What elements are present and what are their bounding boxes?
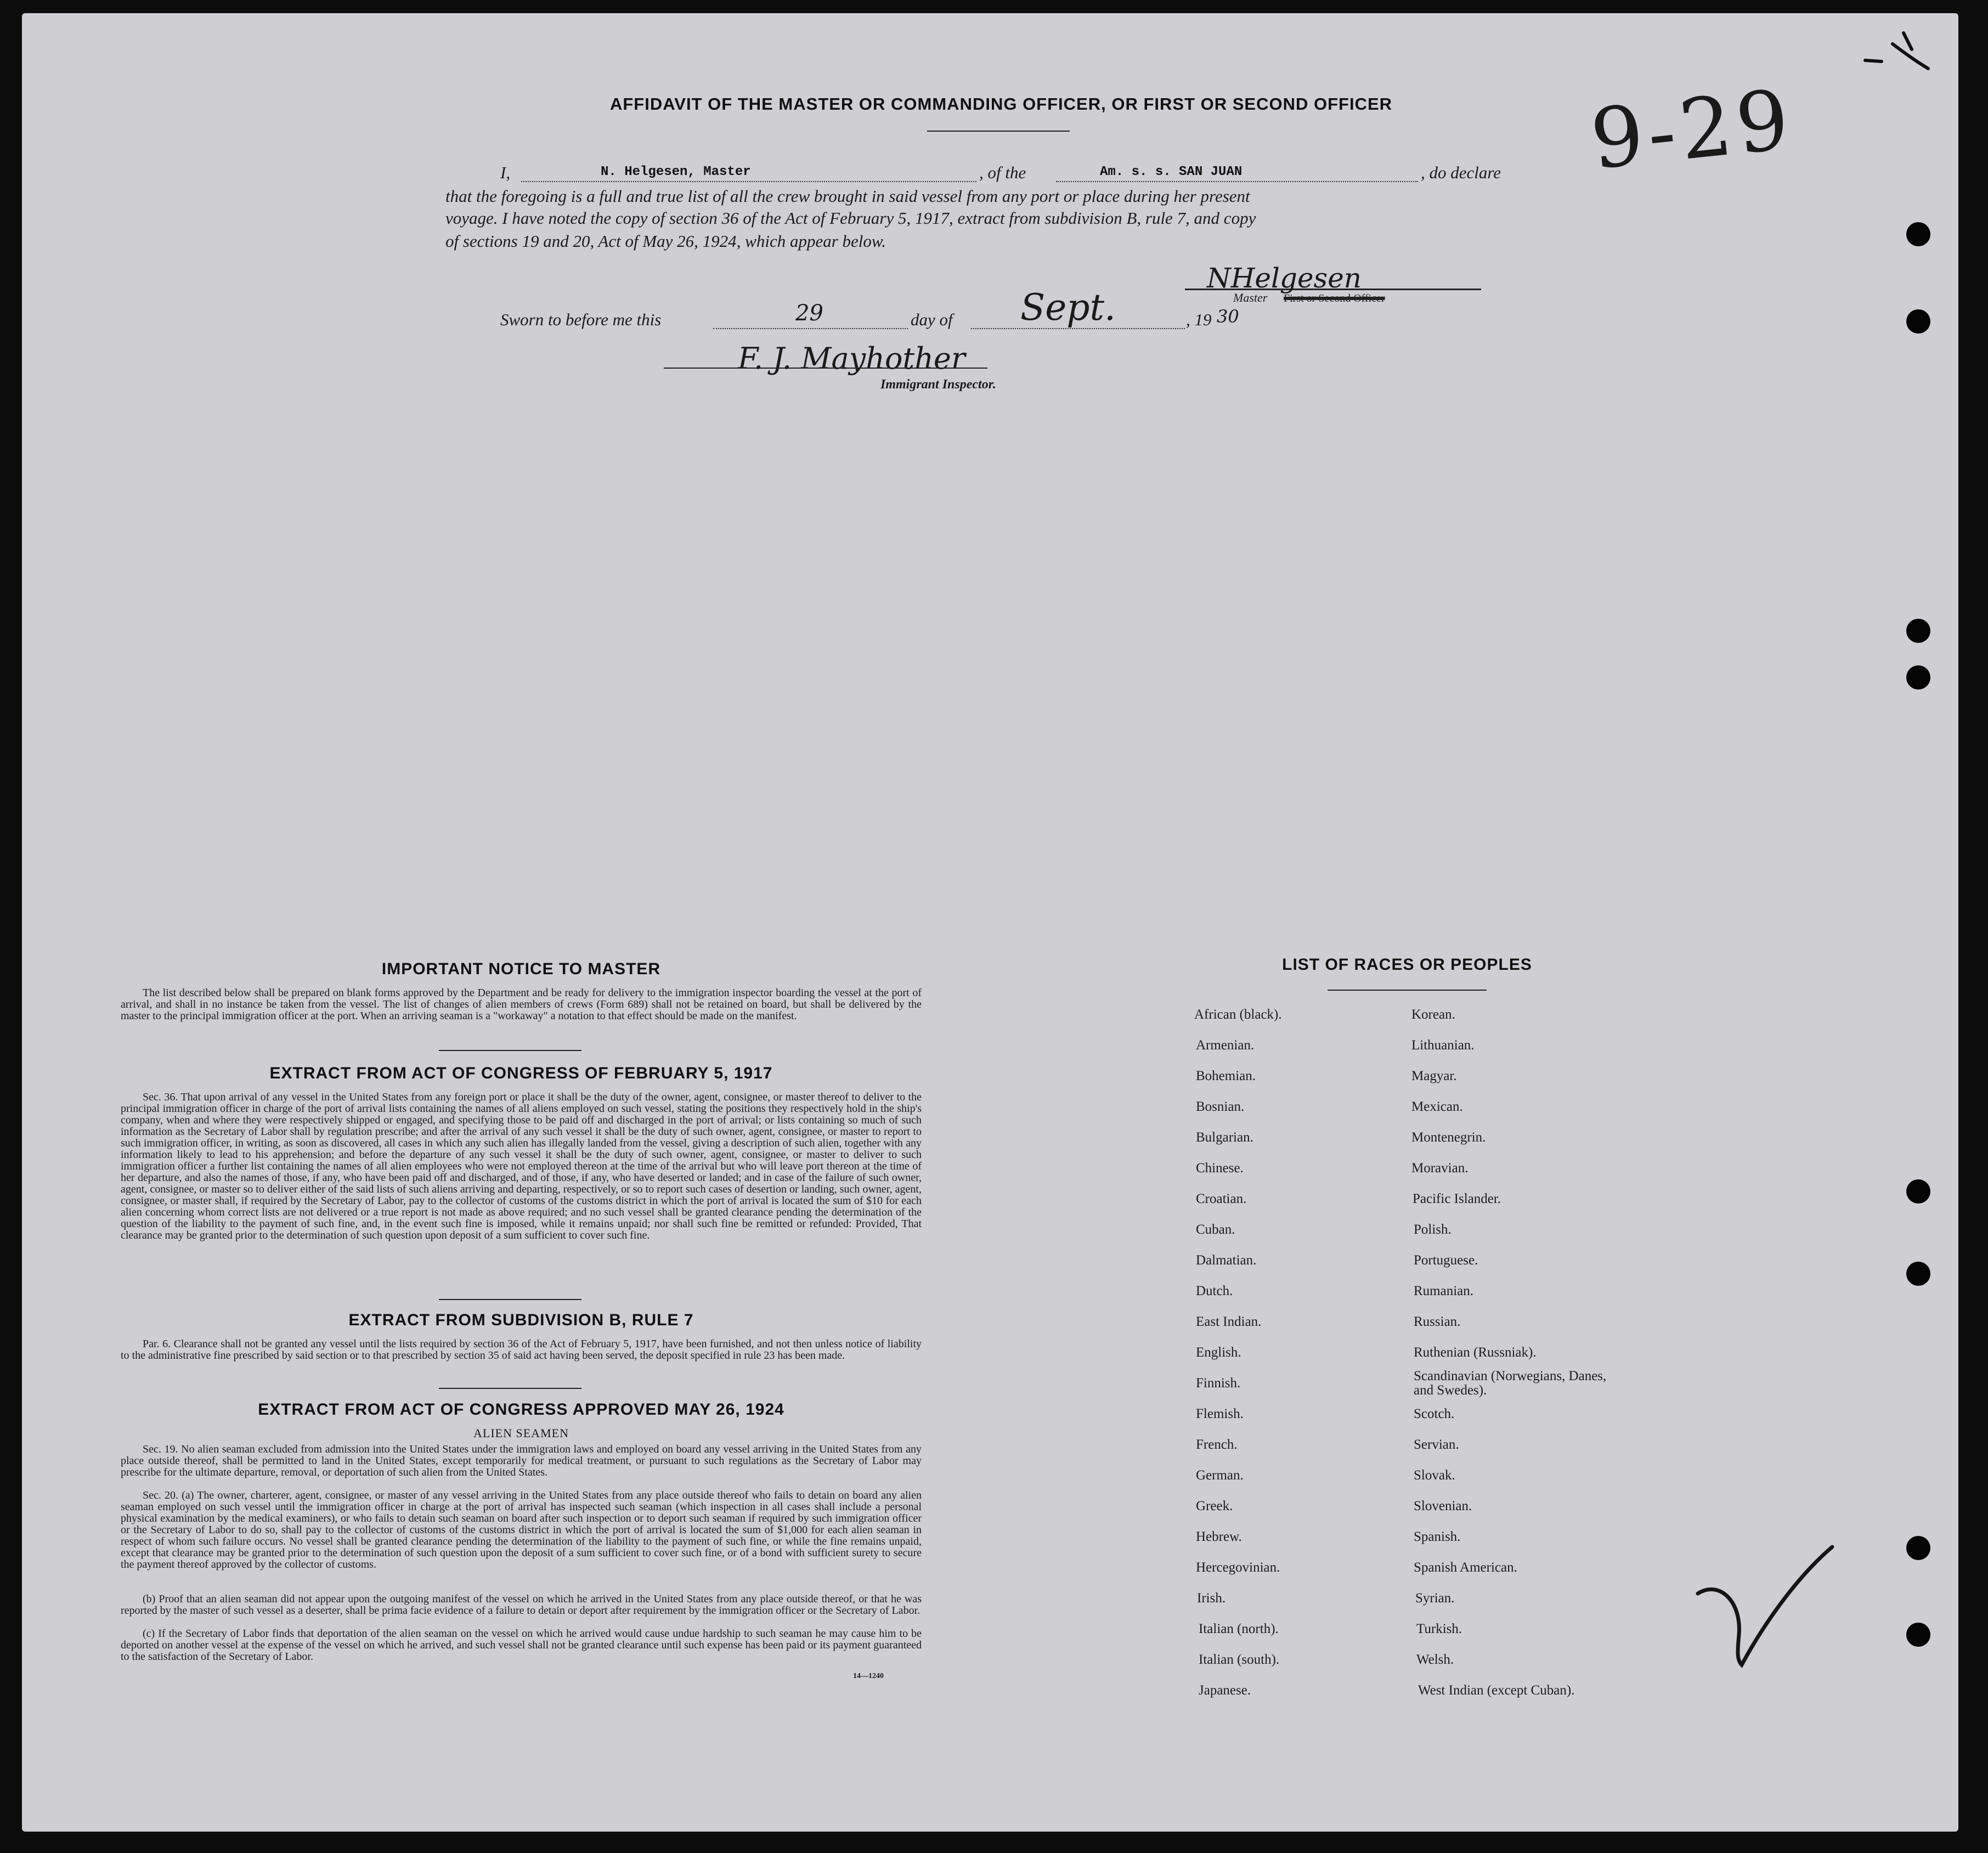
race-item: Magyar. — [1411, 1069, 1457, 1083]
race-item: German. — [1196, 1468, 1244, 1483]
sworn-label: Sworn to before me this — [500, 310, 662, 329]
punch-hole — [1906, 309, 1930, 334]
race-item: West Indian (except Cuban). — [1418, 1683, 1575, 1698]
race-item: Hercegovinian. — [1196, 1560, 1280, 1575]
race-item: Mexican. — [1411, 1099, 1463, 1114]
punch-hole — [1906, 1623, 1930, 1647]
race-item: Spanish. — [1414, 1529, 1461, 1544]
race-item: Japanese. — [1199, 1683, 1251, 1698]
day-of-label: day of — [911, 310, 953, 329]
affidavit-body-3: of sections 19 and 20, Act of May 26, 1924, which appear below. — [445, 231, 886, 251]
punch-hole — [1906, 222, 1930, 246]
race-item: Moravian. — [1411, 1161, 1469, 1176]
struck-officer-text: First or Second Officer — [1284, 292, 1385, 304]
race-item: Hebrew. — [1196, 1529, 1242, 1544]
race-item: Italian (south). — [1199, 1652, 1280, 1667]
extract-rule7-text: Par. 6. Clearance shall not be granted any vessel until the lists required by section 36 of the Act of February 5, 1917, have been furnished, and not then unless notice of liability to the administrative fine prescribed by said section or to that prescribed by section 35 of said act having been served, the deposit specified in rule 23 has been made. — [121, 1338, 922, 1361]
race-item: Pacific Islander. — [1413, 1191, 1501, 1206]
inspector-line — [664, 368, 987, 369]
i-label: I, — [500, 163, 511, 182]
race-item: Syrian. — [1415, 1591, 1455, 1606]
punch-hole — [1906, 619, 1930, 643]
race-item: Finnish. — [1196, 1376, 1241, 1391]
divider — [439, 1050, 581, 1051]
divider — [439, 1388, 581, 1389]
race-item: Lithuanian. — [1411, 1038, 1475, 1053]
race-item: Scotch. — [1414, 1406, 1455, 1421]
extract-1924-sec20a: Sec. 20. (a) The owner, charterer, agent, consignee, or master of any vessel arriving in the United States from any place outside thereof who fails to detain on board any alien seaman employed on such vessel until the immigration officer in charge at the port of arrival has inspected such seaman (which inspection in all cases shall include a personal physical examination by the medical examiners), or who fails to detain such seaman on board after such inspection or to deport such seaman if required by such immigration officer or the Secretary of Labor to do so, shall pay to the collector of customs of the customs district in which the port of arrival is located the sum of $1,000 for each alien seaman in respect of whom such failure occurs. No vessel shall be granted clearance pending the determination of the liability to the payment of such fine, or while the fine remains unpaid, except that clearance may be granted prior to the determination of such question upon the deposit of a sum sufficient to cover such fine, or of a bond with sufficient surety to secure the payment thereof approved by the collector of customs. — [121, 1489, 922, 1570]
race-item: Turkish. — [1416, 1622, 1462, 1636]
extract-rule7-title: EXTRACT FROM SUBDIVISION B, RULE 7 — [348, 1311, 694, 1329]
of-the-label: , of the — [979, 163, 1026, 182]
extract-1917-title: EXTRACT FROM ACT OF CONGRESS OF FEBRUARY 5, 1917 — [269, 1064, 773, 1082]
sworn-year: 30 — [1217, 306, 1239, 327]
notice-title: IMPORTANT NOTICE TO MASTER — [381, 960, 661, 978]
race-item: Portuguese. — [1414, 1253, 1478, 1268]
margin-number: 9-29 — [1586, 72, 1798, 188]
affidavit-body-1: that the foregoing is a full and true list of all the crew brought in said vessel from any port or place during her present — [445, 187, 1250, 206]
notice-text: The list described below shall be prepared on blank forms approved by the Department and be ready for delivery to the immigration inspector boarding the vessel at the port of arrival, and shall in no instance be taken from the vessel. The list of changes of alien members of crews (Form 689) shall not be retained on board, but shall be delivered by the master to the principal immigration officer at the port. When an arriving seaman is a "workaway" a notation to that effect should be made on the manifest. — [121, 987, 922, 1022]
divider — [1328, 990, 1487, 991]
race-item: Armenian. — [1196, 1038, 1255, 1053]
race-item: Italian (north). — [1199, 1622, 1279, 1636]
race-item: Montenegrin. — [1411, 1130, 1486, 1145]
race-item: Dalmatian. — [1196, 1253, 1257, 1268]
race-item: Ruthenian (Russniak). — [1414, 1345, 1537, 1360]
vessel-name-field: Am. s. s. SAN JUAN — [1100, 165, 1242, 179]
race-item: Irish. — [1197, 1591, 1226, 1606]
master-name-line — [521, 181, 976, 182]
race-item: Slovak. — [1414, 1468, 1455, 1483]
race-item: Scandinavian (Norwegians, Danes, and Swedes). — [1414, 1369, 1607, 1398]
punch-hole — [1906, 1262, 1930, 1286]
race-item: Servian. — [1414, 1437, 1459, 1452]
inspector-label: Immigrant Inspector. — [880, 377, 996, 392]
punch-hole — [1906, 1536, 1930, 1560]
race-item: Korean. — [1411, 1007, 1455, 1022]
affidavit-body-2: voyage. I have noted the copy of section 36 of the Act of February 5, 1917, extract from subdivision B, rule 7, and copy — [445, 208, 1256, 228]
race-item: English. — [1196, 1345, 1241, 1360]
punch-hole — [1906, 1179, 1930, 1204]
extract-1924-sec20c: (c) If the Secretary of Labor finds that deportation of the alien seaman on the vessel on which he arrived would cause undue hardship to such seaman he may cause him to be deported on another vessel at the expense of the vessel on which he arrived, and such vessel shall not be granted clearance until such expense has been paid or its payment guaranteed to the satisfaction of the Secretary of Labor. — [121, 1628, 922, 1663]
race-item: Russian. — [1414, 1314, 1461, 1329]
race-item: East Indian. — [1196, 1314, 1262, 1329]
sworn-month: Sept. — [1020, 286, 1116, 329]
race-item: Welsh. — [1416, 1652, 1454, 1667]
day-line — [713, 328, 908, 329]
race-item: Bohemian. — [1196, 1069, 1256, 1083]
extract-1924-subtitle: ALIEN SEAMEN — [473, 1426, 569, 1440]
race-item: Croatian. — [1196, 1191, 1247, 1206]
sworn-day: 29 — [795, 301, 823, 326]
signature-line — [1185, 289, 1481, 290]
races-title: LIST OF RACES OR PEOPLES — [1282, 956, 1532, 974]
divider — [439, 1299, 581, 1300]
extract-1924-sec20b: (b) Proof that an alien seaman did not appear upon the outgoing manifest of the vessel on which he arrived in the United States from any place outside thereof, or that he was reported by the master of such vessel as a deserter, shall be prima facie evidence of a failure to detain or deport after requirement by the immigration officer or the Secretary of Labor. — [121, 1593, 922, 1617]
vessel-name-line — [1056, 181, 1418, 182]
race-item: Chinese. — [1196, 1161, 1244, 1176]
divider — [927, 131, 1070, 132]
do-declare-label: , do declare — [1421, 163, 1501, 182]
form-number: 14—1240 — [853, 1672, 884, 1680]
race-item: Slovenian. — [1414, 1499, 1472, 1513]
master-signature: NHelgesen — [1207, 262, 1362, 294]
race-item: Polish. — [1414, 1222, 1452, 1237]
affidavit-title: AFFIDAVIT OF THE MASTER OR COMMANDING OFFICER, OR FIRST OR SECOND OFFICER — [609, 94, 1393, 114]
year-prefix: , 19 — [1186, 310, 1212, 329]
extract-1917-text: Sec. 36. That upon arrival of any vessel in the United States from any foreign port or place it shall be the duty of the owner, agent, consignee, or master thereof to deliver to the principal immigration officer in charge of the port of arrival lists containing the names of all aliens employed on such vessel, stating the positions they respectively hold in the ship's company, when and where they were respectively shipped or engaged, and specifying those to be paid off and discharged in the port of arrival; or lists containing so much of such information as the Secretary of Labor shall by regulation prescribe; and after the arrival of any such vessel it shall be the duty of such owner, agent, consignee, or master to report to such immigration officer, in writing, as soon as discovered, all cases in which any such alien has illegally landed from the vessel, giving a description of such alien, together with any information likely to lead to his apprehension; and before the departure of any such vessel it shall be the duty of such owner, agent, consignee, or master to deliver to such immigration officer a further list containing the names of all alien employees who were not employed thereon at the time of the arrival but who will leave port thereon at the time of her departure, and also the names of those, if any, who have been paid off and discharged, and of those, if any, who have deserted or landed; and in case of the failure of such owner, agent, consignee, or master so to deliver either of the said lists of such aliens arriving and departing, respectively, or so to report such cases of desertion or landing, such owner, agent, consignee, or master shall, if required by the Secretary of Labor, pay to the collector of customs of the customs district in which the port of arrival is located the sum of $10 for each alien concerning whom correct lists are not delivered or a true report is not made as above required; and no such vessel shall be granted clearance pending the determination of the question of the liability to the payment of such fine, and, in the event such fine is imposed, while it remains unpaid; nor shall such fine be remitted or refunded: Provided, That clearance may be granted prior to the determination of such question upon deposit of a sum sufficient to cover such fine. — [121, 1091, 922, 1241]
race-item: Dutch. — [1196, 1284, 1233, 1298]
check-mark-icon — [1690, 1541, 1843, 1673]
punch-hole — [1906, 665, 1930, 690]
race-item: African (black). — [1194, 1007, 1282, 1022]
race-item: French. — [1196, 1437, 1238, 1452]
inspector-signature: F. J. Mayhother — [738, 341, 965, 376]
race-item: Flemish. — [1196, 1406, 1244, 1421]
master-name-field: N. Helgesen, Master — [601, 165, 751, 179]
race-item: Cuban. — [1196, 1222, 1235, 1237]
race-item: Bosnian. — [1196, 1099, 1245, 1114]
extract-1924-sec19: Sec. 19. No alien seaman excluded from admission into the United States under the immigration laws and employed on board any vessel arriving in the United States from any place outside thereof, shall be permitted to land in the United States, except temporarily for medical treatment, or pursuant to such regulations as the Secretary of Labor may prescribe for the ultimate departure, removal, or deportation of such alien from the United States. — [121, 1443, 922, 1478]
extract-1924-title: EXTRACT FROM ACT OF CONGRESS APPROVED MAY 26, 1924 — [258, 1400, 784, 1419]
race-item: Spanish American. — [1414, 1560, 1517, 1575]
race-item: Greek. — [1196, 1499, 1233, 1513]
corner-mark-icon — [1860, 22, 1936, 77]
race-item: Bulgarian. — [1196, 1130, 1253, 1145]
race-item: Rumanian. — [1414, 1284, 1474, 1298]
master-label: Master — [1233, 291, 1268, 304]
